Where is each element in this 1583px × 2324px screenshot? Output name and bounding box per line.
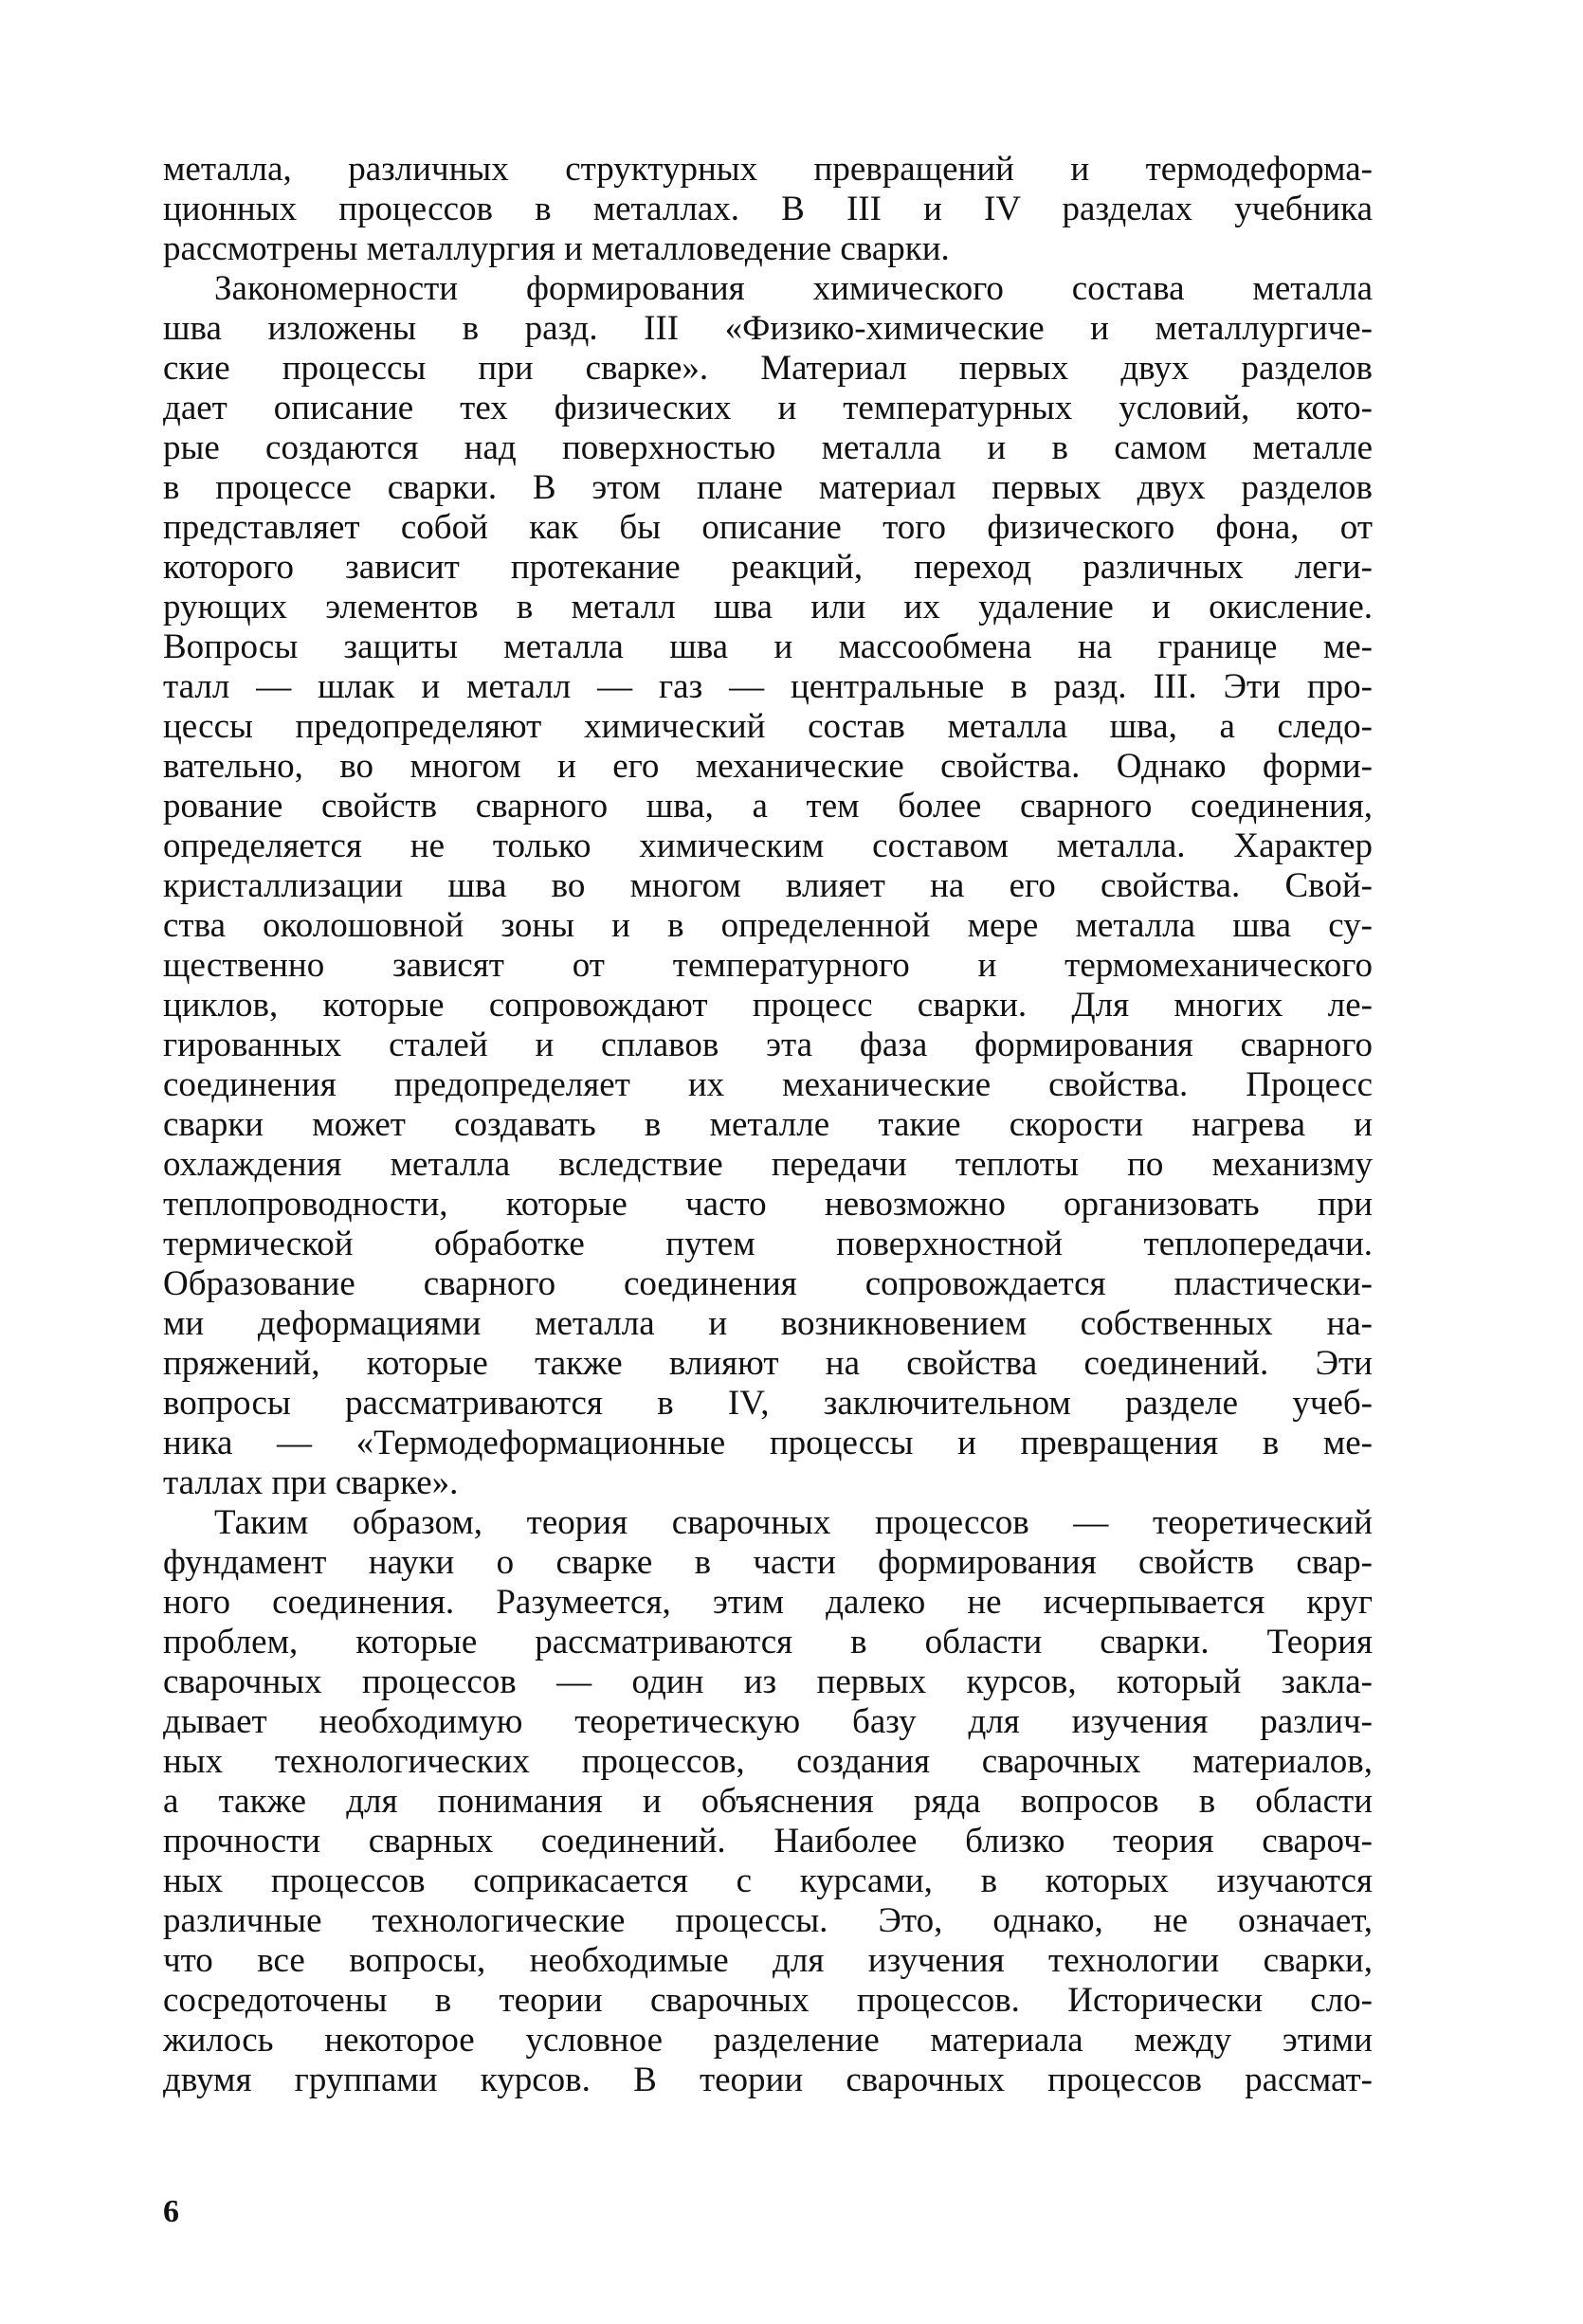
text-line: металла, различных структурных превращений и термодеформа-	[163, 150, 1373, 189]
text-line: Закономерности формирования химического состава металла	[214, 269, 1373, 308]
text-line: ника — «Термодеформационные процессы и превращения в ме-	[163, 1424, 1373, 1462]
text-line: щественно зависят от температурного и термомеханического	[163, 946, 1373, 985]
text-line: ных процессов соприкасается с курсами, в которых изучаются	[163, 1861, 1373, 1900]
text-line: термической обработке путем поверхностной теплопередачи.	[163, 1225, 1373, 1263]
text-line: ного соединения. Разумеется, этим далеко не исчерпывается круг	[163, 1583, 1373, 1622]
text-line: дает описание тех физических и температурных условий, кото-	[163, 389, 1373, 427]
text-line: сварочных процессов — один из первых курсов, который закла-	[163, 1662, 1373, 1701]
text-line: Образование сварного соединения сопровождается пластически-	[163, 1264, 1373, 1303]
text-line: представляет собой как бы описание того физического фона, от	[163, 508, 1373, 547]
text-line: охлаждения металла вследствие передачи теплоты по механизму	[163, 1145, 1373, 1184]
text-line: цессы предопределяют химический состав металла шва, а следо-	[163, 707, 1373, 746]
text-line: рующих элементов в металл шва или их удаление и окисление.	[163, 588, 1373, 626]
text-line: кристаллизации шва во многом влияет на его свойства. Свой-	[163, 866, 1373, 905]
text-line: что все вопросы, необходимые для изучения технологии сварки,	[163, 1941, 1373, 1980]
text-line: дывает необходимую теоретическую базу для изучения различ-	[163, 1702, 1373, 1741]
text-line: рование свойств сварного шва, а тем более сварного соединения,	[163, 787, 1373, 826]
text-line: определяется не только химическим составом металла. Характер	[163, 826, 1373, 865]
text-line: прочности сварных соединений. Наиболее близко теория свароч-	[163, 1822, 1373, 1861]
text-line: ские процессы при сварке». Материал первых двух разделов	[163, 349, 1373, 388]
text-line: вопросы рассматриваются в IV, заключительном разделе учеб-	[163, 1384, 1373, 1423]
body-text	[163, 150, 1373, 2100]
text-line: талл — шлак и металл — газ — центральные в разд. III. Эти про-	[163, 667, 1373, 706]
text-line: рые создаются над поверхностью металла и в самом металле	[163, 428, 1373, 467]
text-line: теплопроводности, которые часто невозможно организовать при	[163, 1185, 1373, 1224]
text-line: которого зависит протекание реакций, переход различных леги-	[163, 548, 1373, 587]
text-line: пряжений, которые также влияют на свойства соединений. Эти	[163, 1344, 1373, 1383]
text-line: ства околошовной зоны и в определенной мере металла шва су-	[163, 906, 1373, 945]
text-line: двумя группами курсов. В теории сварочных процессов рассмат-	[163, 2061, 1373, 2099]
text-line: таллах при сварке».	[163, 1463, 459, 1502]
text-line: Вопросы защиты металла шва и массообмена на границе ме-	[163, 627, 1373, 666]
text-line: рассмотрены металлургия и металловедение сварки.	[163, 229, 950, 268]
text-line: Таким образом, теория сварочных процессов — теоретический	[214, 1503, 1373, 1542]
text-line: проблем, которые рассматриваются в области сварки. Теория	[163, 1623, 1373, 1661]
text-line: фундамент науки о сварке в части формирования свойств свар-	[163, 1543, 1373, 1582]
text-line: ных технологических процессов, создания сварочных материалов,	[163, 1742, 1373, 1781]
text-line: гированных сталей и сплавов эта фаза формирования сварного	[163, 1026, 1373, 1064]
text-line: ми деформациями металла и возникновением собственных на-	[163, 1304, 1373, 1343]
text-line: вательно, во многом и его механические свойства. Однако форми-	[163, 747, 1373, 786]
text-line: ционных процессов в металлах. В III и IV разделах учебника	[163, 190, 1373, 228]
text-line: сварки может создавать в металле такие скорости нагрева и	[163, 1105, 1373, 1144]
text-line: циклов, которые сопровождают процесс сварки. Для многих ле-	[163, 986, 1373, 1025]
text-line: различные технологические процессы. Это, однако, не означает,	[163, 1901, 1373, 1940]
text-line: шва изложены в разд. III «Физико-химические и металлургиче-	[163, 309, 1373, 348]
text-line: жилось некоторое условное разделение материала между этими	[163, 2021, 1373, 2060]
text-line: сосредоточены в теории сварочных процессов. Исторически сло-	[163, 1981, 1373, 2020]
text-line: соединения предопределяет их механические свойства. Процесс	[163, 1065, 1373, 1104]
text-line: в процессе сварки. В этом плане материал первых двух разделов	[163, 468, 1373, 507]
page-number: 6	[163, 2194, 179, 2229]
text-line: а также для понимания и объяснения ряда вопросов в области	[163, 1782, 1373, 1821]
